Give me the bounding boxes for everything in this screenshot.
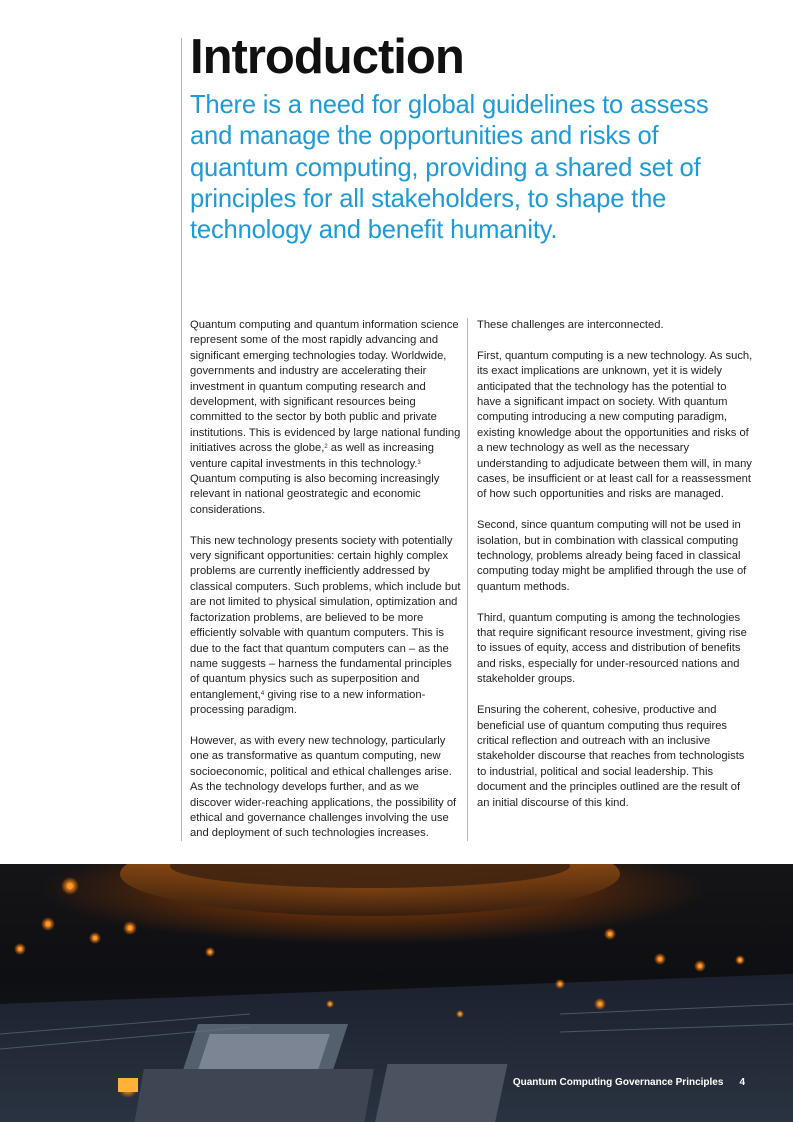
left-rule (181, 38, 182, 841)
page-title: Introduction (190, 30, 464, 84)
footnote-ref[interactable]: 3 (417, 459, 421, 466)
body-paragraph: First, quantum computing is a new technology. As such, its exact implications are unknown, yet it is widely anticipated that the technology has the potential to have a significant impact on society. With quantum computing introducing a new computing paradigm, existing knowledge about the opportunities and risks of a new technology as well as the necessary understanding to adjudicate between them will, in many cases, be insufficient or at least call for a reassessment of how such opportunities and risks are managed. (477, 349, 753, 501)
footnote-ref[interactable]: 4 (260, 690, 265, 697)
body-paragraph: Third, quantum computing is among the technologies that require significant resource investment, giving rise to issues of equity, access and distribution of benefits and risks, especially for under-resourced nations and stakeholder groups. (477, 611, 747, 686)
body-paragraph: However, as with every new technology, particularly one as transformative as quantum computing, new socioeconomic, political and ethical challenges arise. As the technology develops further, and as we discover wider-reaching applications, the possibility of ethical and governance challenges involving the use and deployment of such technologies increases. (190, 734, 457, 840)
quantum-chip-photo (0, 864, 793, 1122)
footer-document-title: Quantum Computing Governance Principles (512, 1077, 724, 1088)
body-paragraph: Ensuring the coherent, cohesive, productive and beneficial use of quantum computing thus requires critical reflection and outreach with an inclusive stakeholder discourse that reaches from technologists to industrial, political and social leadership. This document and the principles outlined are the result of an initial discourse of this kind. (477, 704, 745, 809)
body-paragraph: These challenges are interconnected. (477, 319, 664, 331)
lead-paragraph: There is a need for global guidelines to assess and manage the opportunities and risks of quantum computing, providing a shared set of principles for all stakeholders, to shape the technology and benefit humanity. (190, 91, 709, 245)
footnote-ref[interactable]: 2 (324, 444, 328, 451)
page-footer (513, 1077, 745, 1088)
body-paragraph: This new technology presents society with potentially very significant opportunities: certain highly complex problems are currently inefficiently addressed by classical computers. Such problems, which include but are not limited to physical simulation, optimization and factorization problems, are believed to be more efficiently solvable with quantum computers. This is due to the fact that quantum computers can – as the name suggests – harness the fundamental principles of quantum physics such as superposition and entanglement,$^4$ giving rise to a new information-processing paradigm. (190, 534, 461, 717)
column-divider (467, 318, 468, 841)
page-number: 4 (739, 1077, 745, 1088)
body-paragraph: Second, since quantum computing will not be used in isolation, but in combination with classical computing technology, problems already being faced in classical computing today might be amplified through the use of quantum methods. (477, 519, 747, 593)
left-column (190, 318, 462, 857)
right-column (477, 318, 753, 826)
body-paragraph: Quantum computing and quantum information science represent some of the most rapidly advancing and significant emerging technologies today. Worldwide, governments and industry are accelerating their investment in quantum computing research and development, with significant resources being committed to the sector by both public and private institutions. This is evidenced by large national funding initiatives across the globe,$^2$ as well as increasing venture capital investments in this technology.$^3$ Quantum computing is also becoming increasingly relevant in national geostrategic and economic considerations. (190, 319, 461, 516)
